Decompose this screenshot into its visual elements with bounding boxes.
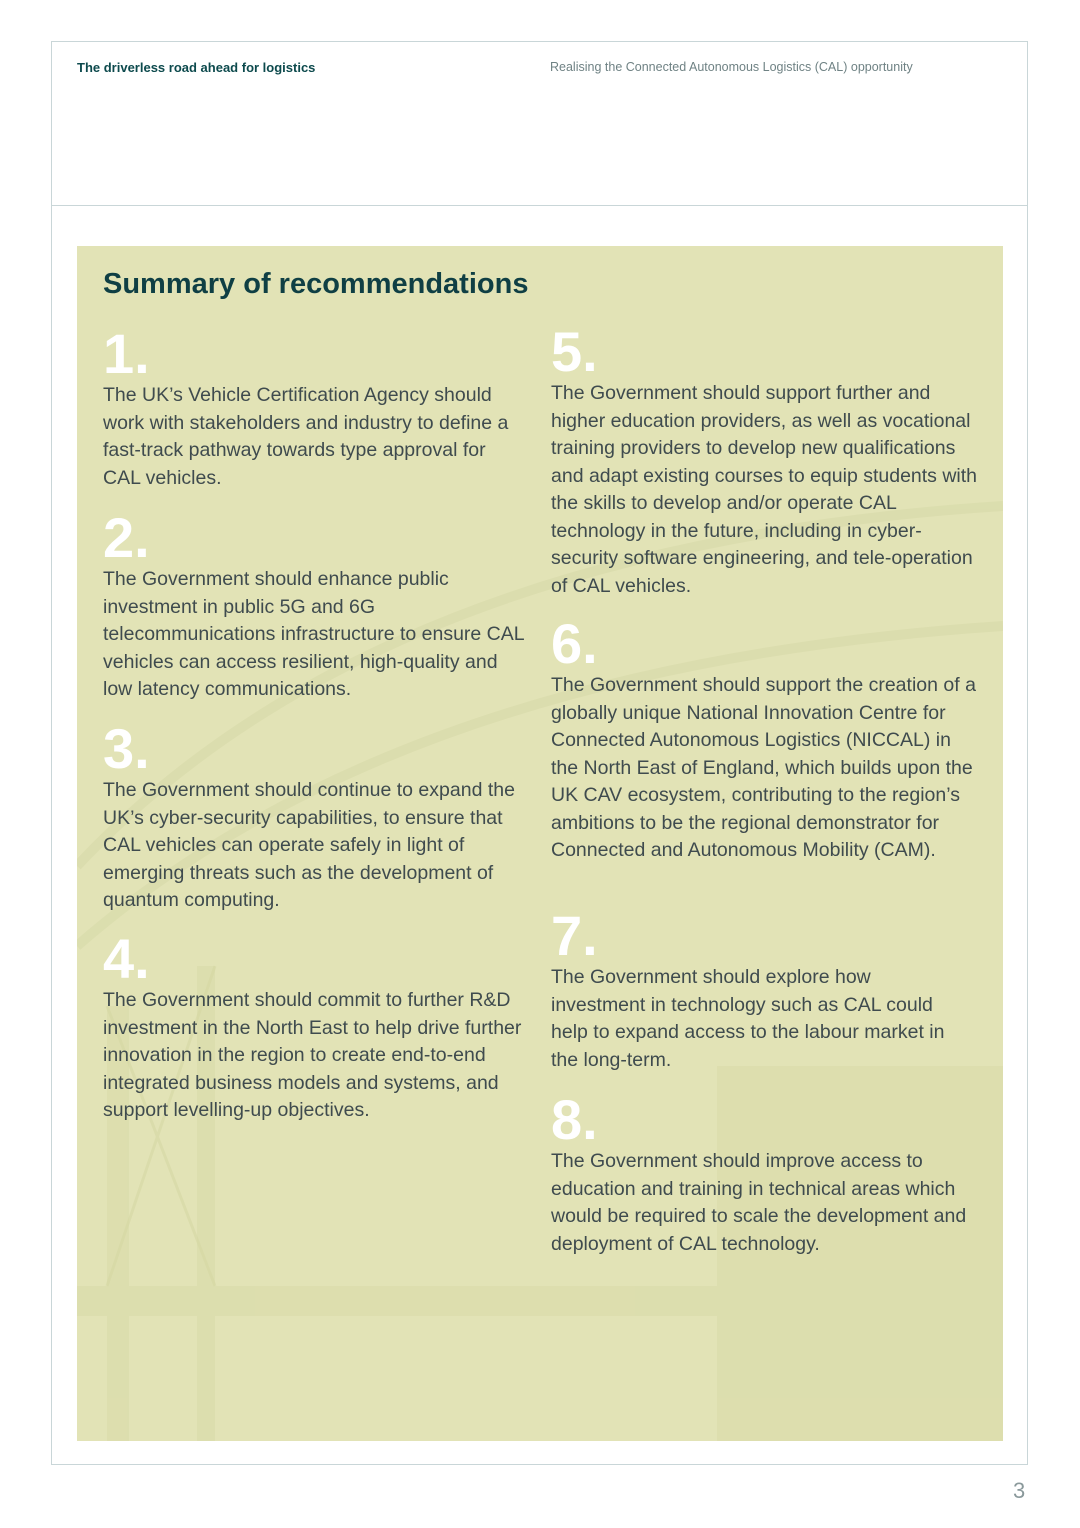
recommendation-3 [103,717,533,915]
recommendation-number: 2. [103,506,150,569]
recommendation-8 [551,1088,981,1258]
recommendation-number: 7. [551,904,598,967]
recommendation-text: The Government should explore how investment in technology such as CAL could help to expand access to the labour market in the long-term. [551,966,945,1071]
recommendations-panel [77,246,1003,1441]
document-subtitle: Realising the Connected Autonomous Logistics (CAL) opportunity [550,60,913,74]
recommendation-text: The Government should commit to further R&D investment in the North East to help drive further innovation in the region to create end-to-end integrated business models and systems, and support levelling-up objectives. [103,989,522,1121]
recommendation-text: The Government should improve access to education and training in technical areas which would be required to scale the development and deployment of CAL technology. [551,1150,967,1255]
recommendation-number: 5. [551,320,598,383]
section-title: Summary of recommendations [103,268,529,300]
recommendation-6 [551,612,981,865]
recommendation-text: The Government should enhance public investment in public 5G and 6G telecommunications infrastructure to ensure CAL vehicles can access resilient, high-quality and low latency communications. [103,568,524,700]
recommendation-text: The Government should support further and higher education providers, as well as vocational training providers to develop new qualifications and adapt existing courses to equip students with the skills to develop and/or operate CAL technology in the future, including in cyber-security software engineering, and tele-operation of CAL vehicles. [551,382,978,597]
recommendation-number: 8. [551,1088,598,1151]
recommendation-number: 3. [103,717,150,780]
header-divider [51,205,1028,206]
recommendation-7 [551,904,981,1074]
recommendation-text: The Government should support the creation of a globally unique National Innovation Centre for Connected Autonomous Logistics (NICCAL) in the North East of England, which builds upon the UK CAV ecosystem, contributing to the region’s ambitions to be the regional demonstrator for Connected and Autonomous Mobility (CAM). [551,674,976,861]
recommendation-number: 6. [551,612,598,675]
page-number: 3 [1013,1478,1026,1503]
recommendation-1 [103,322,533,492]
recommendation-number: 1. [103,322,150,385]
recommendation-4 [103,927,533,1125]
document-title: The driverless road ahead for logistics [77,60,316,75]
recommendation-2 [103,506,533,704]
recommendation-text: The Government should continue to expand the UK’s cyber-security capabilities, to ensure that CAL vehicles can operate safely in light of emerging threats such as the development of quantum computing. [103,779,515,911]
recommendation-text: The UK’s Vehicle Certification Agency should work with stakeholders and industry to define a fast-track pathway towards type approval for CAL vehicles. [103,384,509,489]
recommendation-5 [551,320,981,600]
recommendation-number: 4. [103,927,150,990]
